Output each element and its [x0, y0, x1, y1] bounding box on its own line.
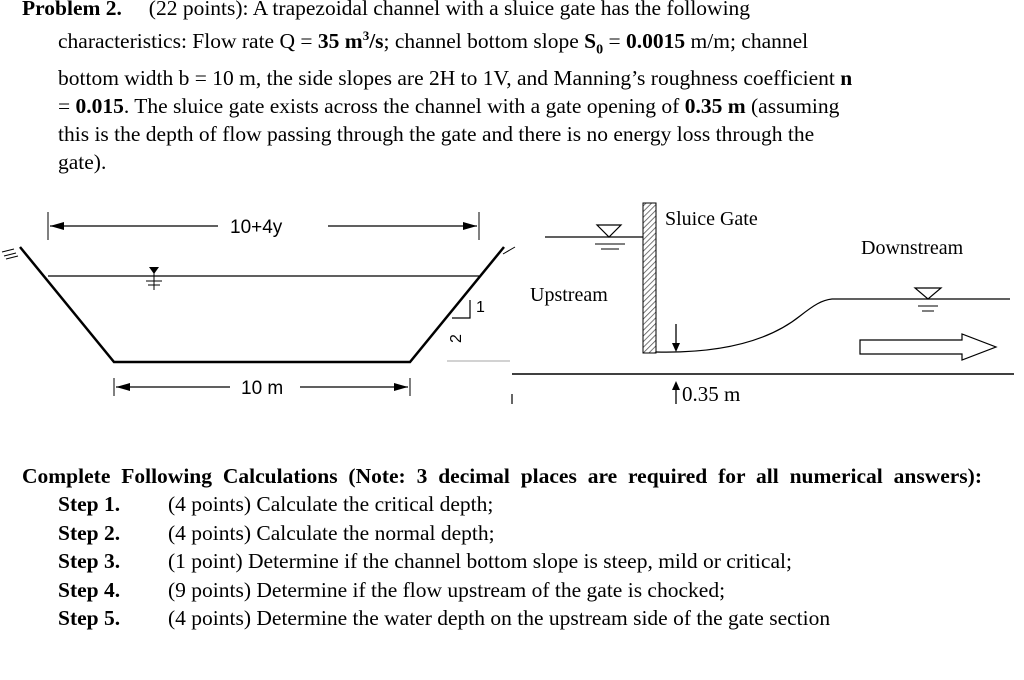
- slope-horizontal-label: 2: [448, 334, 465, 343]
- problem-text: m/m; channel: [685, 29, 809, 54]
- bank-hatch-right: [503, 247, 515, 254]
- calculations-section: [22, 462, 982, 633]
- bank-hatch-left: [2, 249, 18, 259]
- problem-text: bottom width b = 10 m, the side slopes are 2H to 1V, and Manning’s roughness coefficient: [58, 66, 841, 91]
- problem-label: Problem 2.: [22, 0, 122, 20]
- arrow-left-icon: [116, 383, 130, 391]
- gate-label: Sluice Gate: [665, 208, 758, 230]
- list-item: [22, 576, 982, 605]
- step-label: Step 4.: [58, 577, 121, 602]
- calculations-heading: Complete Following Calculations (Note: 3 decimal places are required for all numerical answers):: [22, 464, 982, 488]
- sluice-gate: [643, 203, 656, 353]
- slope-value: 0.0015: [626, 29, 686, 54]
- steps-list: [22, 490, 982, 633]
- problem-text: (assuming: [745, 94, 840, 119]
- water-level-symbol-left: [146, 267, 162, 290]
- slope-vertical-label: 1: [476, 299, 485, 316]
- slope-eq: =: [603, 29, 627, 54]
- arrow-left-icon: [50, 222, 64, 230]
- list-item: [22, 490, 982, 519]
- list-item: [22, 547, 982, 576]
- water-level-icon: [915, 288, 941, 299]
- problem-text: ; channel bottom slope: [383, 29, 585, 54]
- bottom-width-label: 10 m: [241, 378, 284, 399]
- step-label: Step 3.: [58, 549, 121, 573]
- step-label: Step 5.: [58, 606, 121, 630]
- arrow-down-icon: [672, 343, 680, 352]
- problem-text: gate).: [58, 150, 107, 175]
- list-item: [22, 604, 982, 633]
- arrow-right-icon: [463, 222, 477, 230]
- flow-arrow-icon: [860, 334, 996, 360]
- problem-text: characteristics: Flow rate Q =: [58, 29, 318, 54]
- flow-unit-tail: /s: [369, 29, 384, 54]
- problem-text: . The sluice gate exists across the channel with a gate opening of: [123, 94, 685, 119]
- upstream-label: Upstream: [530, 284, 608, 306]
- problem-text: =: [58, 94, 76, 119]
- step-text: (9 points) Determine if the flow upstream of the gate is chocked;: [168, 577, 726, 602]
- dim-arrowheads: [50, 222, 477, 391]
- step-text: (4 points) Calculate the critical depth;: [168, 492, 494, 516]
- jet-profile: [656, 299, 1010, 352]
- channel-outline: [20, 247, 504, 362]
- arrow-up-icon: [672, 381, 680, 390]
- problem-text: this is the depth of flow passing through the gate and there is no energy loss through the: [58, 122, 815, 147]
- n-symbol: n: [840, 66, 853, 91]
- problem-statement: [22, 0, 978, 176]
- n-value: 0.015: [75, 94, 124, 119]
- step-label: Step 2.: [58, 520, 121, 545]
- step-text: (4 points) Calculate the normal depth;: [168, 520, 495, 545]
- slope-sub: 0: [596, 42, 604, 58]
- top-width-label: 10+4y: [230, 217, 283, 238]
- arrow-right-icon: [394, 383, 408, 391]
- downstream-label: Downstream: [861, 237, 964, 259]
- opening-label: 0.35 m: [682, 382, 741, 406]
- step-label: Step 1.: [58, 492, 121, 516]
- water-level-icon: [597, 225, 621, 237]
- flow-value: 35 m: [317, 29, 363, 54]
- gate-arrowheads: [672, 343, 680, 390]
- step-text: (1 point) Determine if the channel bottom slope is steep, mild or critical;: [168, 549, 792, 573]
- flow-unit-sup: 3: [362, 28, 370, 43]
- gate-value: 0.35 m: [684, 94, 746, 119]
- channel-figures: [0, 190, 1024, 420]
- step-text: (4 points) Determine the water depth on the upstream side of the gate section: [168, 606, 831, 630]
- trapezoid-section: [2, 212, 515, 404]
- problem-points: (22 points): A trapezoidal channel with a sluice gate has the following: [148, 0, 751, 20]
- list-item: [22, 519, 982, 548]
- slope-symbol: S: [584, 29, 597, 54]
